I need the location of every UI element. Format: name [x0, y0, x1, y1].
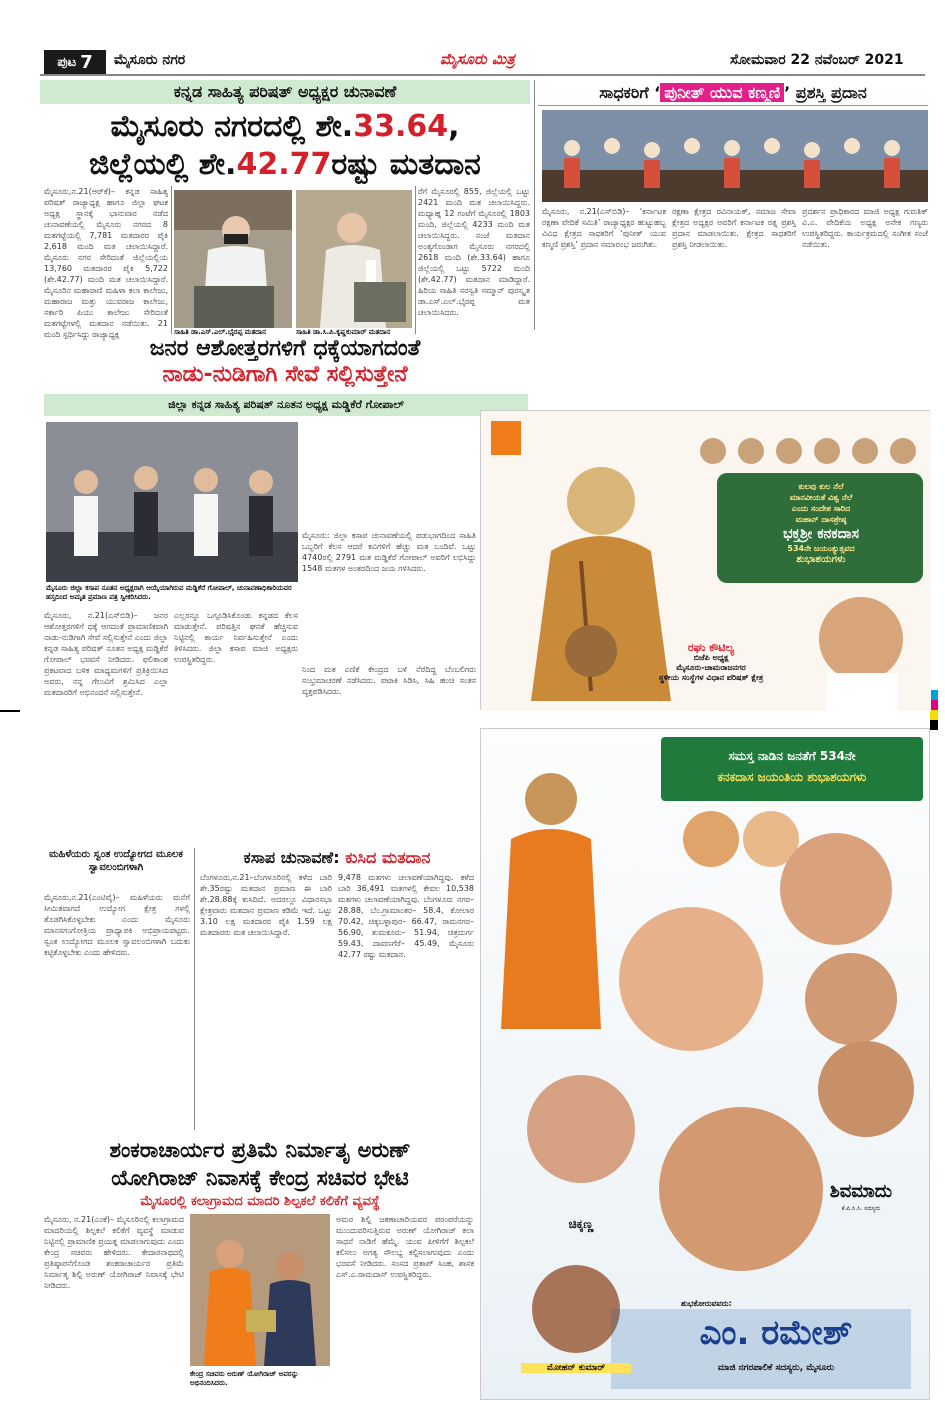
award-ceremony-illustration	[542, 110, 928, 202]
story4-headline-a: ಕಸಾಪ ಚುನಾವಣೆ:	[243, 848, 346, 867]
column-rule	[415, 186, 416, 334]
voter-illustration-right	[296, 190, 412, 328]
paper-name: ಮೈಸೂರು ಮಿತ್ರ	[440, 50, 515, 68]
story1-headline-b: ಜಿಲ್ಲೆಯಲ್ಲಿ ಶೇ.	[89, 147, 237, 182]
story5-photo	[190, 1214, 330, 1366]
story1-kicker: ಕನ್ನಡ ಸಾಹಿತ್ಯ ಪರಿಷತ್ ಅಧ್ಯಕ್ಷರ ಚುನಾವಣೆ	[40, 80, 530, 104]
story4-side-body: ಮೈಸೂರು,ನ.21(ಎಂಟಿವೈ)– ಮಹಿಳೆಯರು ಮನೆಗೆ ಸೀಮಿತವಾಗದೆ ಉದ್ಯೋಗ ಕ್ಷೇತ್ರ ಗಳಲ್ಲಿ ತೊಡಗಿಸಿಕೊಳ್ಳಬೇಕು ಎಂದು ಮೈಸೂರು ಮಾನಸಗಂಗೋತ್ರಿಯ ಪ್ರಾಧ್ಯಾಪಕಿ ಅಭಿಪ್ರಾಯಪಟ್ಟರು. ಸ್ವಂತ ಉದ್ಯೋಗದ ಮೂಲಕ ಸ್ವಾವಲಂಬಿಗಳಾಗಿ ಬದುಕು ಕಟ್ಟಿಕೊಳ್ಳಬೇಕು ಎಂದು ಹೇಳಿದರು.	[44, 893, 190, 957]
story3-headline-a: ಜನರ ಆಶೋತ್ತರಗಳಿಗೆ ಧಕ್ಕೆಯಾಗದಂತೆ	[149, 336, 421, 361]
story3-col2: ಎಲ್ಲರನ್ನೂ ಒಗ್ಗೂಡಿಸಿಕೊಂಡು ಕನ್ನಡದ ಕೆಲಸ ಮಾಡುತ್ತೇನೆ. ಪರಿಷತ್ತಿನ ಘನತೆ ಹೆಚ್ಚಿಸುವ ನಿಟ್ಟಿನಲ್ಲಿ ಕಾರ್ಯ ನಿರ್ವಹಿಸುತ್ತೇನೆ ಎಂದು ತಿಳಿಸಿದರು. ಜಿಲ್ಲಾ ಕಸಾಪ ಮಾಜಿ ಅಧ್ಯಕ್ಷರು ಉಪಸ್ಥಿತರಿದ್ದರು.	[174, 611, 298, 664]
ad1-place: ಮೈಸೂರು-ಚಾಮರಾಜನಗರ	[676, 663, 746, 672]
ad1-name: ರಘು ಕೌಟಿಲ್ಯ	[687, 641, 735, 654]
ad1-title: ಭಕ್ತಶ್ರೀ ಕನಕದಾಸ	[782, 526, 860, 542]
voter-illustration-left	[174, 190, 292, 328]
ad2-name-right: ಶಿವಮಾದು	[829, 1181, 893, 1202]
story1-col1: ಮೈಸೂರು,ನ.21(ಆರ್‌ಕೆ)– ಕನ್ನಡ ಸಾಹಿತ್ಯ ಪರಿಷತ್ ರಾಜ್ಯಾಧ್ಯಕ್ಷ ಹಾಗೂ ಜಿಲ್ಲಾ ಘಟಕ ಅಧ್ಯಕ್ಷ ಸ್ಥಾನಕ್ಕೆ ಭಾನುವಾರ ನಡೆದ ಚುನಾವಣೆಯಲ್ಲಿ ಮೈಸೂರು ನಗರದ 8 ಮತಗಟ್ಟೆಯಲ್ಲಿ 7,781 ಮತದಾರರ ಪೈಕಿ 2,618 ಮಂದಿ ಮತ ಚಲಾಯಿಸಿದ್ದಾರೆ. ಮೈಸೂರು ನಗರ ಸೇರಿದಂತೆ ಜಿಲ್ಲೆಯಲ್ಲಿಯ 13,760 ಮತದಾರರ ಪೈಕಿ 5,722 (ಶೇ.42.77) ಮಂದಿ ಮತ ಚಲಾಯಿಸಿದ್ದಾರೆ. ಮೈಸೂರಿನ ಮಹಾರಾಣಿ ಮಹಿಳಾ ಕಲಾ ಕಾಲೇಜು, ಮಹಾರಾಜ ಮತ್ತು ಯುವರಾಜ ಕಾಲೇಜು, ಸರ್ಕಾರಿ ಪಿಯು ಕಾಲೇಜು ಸೇರಿದಂತೆ ಮತಗಟ್ಟೆಗಳಲ್ಲಿ ಮತದಾನ ನಡೆಯಿತು. 21 ಮಂದಿ ಸ್ಪರ್ಧಿಸಿದ್ದು ರಾಜ್ಯಾಧ್ಯಕ್ಷ	[44, 187, 168, 339]
ad2-name-left: ಚಿಕ್ಕಣ್ಣ	[568, 1217, 594, 1231]
story2-headline-a: ಸಾಧಕರಿಗೆ ‘	[599, 83, 661, 102]
story1-col4: ರೆಗೆ ಮೈಸೂರಲ್ಲಿ 855, ಜಿಲ್ಲೆಯಲ್ಲಿ ಒಟ್ಟು 2421 ಮಂದಿ ಮತ ಚಲಾಯಿಸಿದ್ದರು. ಮಧ್ಯಾಹ್ನ 12 ಗಂಟೆಗೆ ಮೈಸೂರಲ್ಲಿ 1803 ಮಂದಿ, ಜಿಲ್ಲೆಯಲ್ಲಿ 4233 ಮಂದಿ ಮತ ಚಲಾಯಿಸಿದ್ದರು. ಸಂಜೆ ಮತದಾನ ಅಂತ್ಯಗೊಂಡಾಗ ಮೈಸೂರು ನಗರದಲ್ಲಿ 2618 ಮಂದಿ (ಶೇ.33.64) ಹಾಗೂ ಜಿಲ್ಲೆಯಲ್ಲಿ ಒಟ್ಟು 5722 ಮಂದಿ (ಶೇ.42.77) ಮತದಾನ ಮಾಡಿದ್ದಾರೆ. ಹಿರಿಯ ಸಾಹಿತಿ ಸರಸ್ವತಿ ಸಮ್ಮಾನ್ ಪುರಸ್ಕೃತ ಡಾ.ಎಸ್.ಎಲ್.ಭೈರಪ್ಪ ಮತ ಚಲಾಯಿಸಿದರು.	[418, 187, 530, 317]
story1-headline	[40, 108, 530, 184]
story3-kicker: ಜಿಲ್ಲಾ ಕನ್ನಡ ಸಾಹಿತ್ಯ ಪರಿಷತ್ ನೂತನ ಅಧ್ಯಕ್ಷ ಮಡ್ಡಿಕೆರೆ ಗೋಪಾಲ್	[44, 394, 528, 416]
ad1-subtitle: 534ನೇ ಜಯಂತ್ಯುತ್ಸವದ	[787, 544, 855, 553]
kanakadasa-ad-top	[480, 410, 930, 710]
ad1-signature	[601, 643, 821, 683]
story2-col2: ರಕ್ಷಣಾ ಕ್ಷೇತ್ರದ ರವಿನಾಯಕ್, ಸಮಾಜ ಸೇವಾ ಕ್ಷೇತ್ರದ ಅಧ್ಯಕ್ಷರ ಅವರಿಗೆ ಕರ್ನಾಟಕ ರತ್ನ ಪ್ರಶಸ್ತಿ ಪ್ರದಾನ ಮಾಡಲಾಯಿತು. ಕ್ಷೇತ್ರದ ಸಾಧಕರಿಗೆ ಪ್ರಶಸ್ತಿ ನೀಡಲಾಯಿತು.	[672, 207, 796, 249]
ad2-name-right-sub: ಕೆ.ಪಿ.ಸಿ.ಸಿ. ಸದಸ್ಯರು	[841, 1205, 881, 1212]
story2-col1: ಮೈಸೂರು, ನ.21(ಎಸ್‌ಬಿಡಿ)– ‘ಕರ್ನಾಟಕ ರಕ್ಷಣಾ ವೇದಿಕೆ ಸಮಿತಿ’ ರಾಜ್ಯಾಧ್ಯಕ್ಷರ ಹುಟ್ಟುಹಬ್ಬ ವಿವಿಧ ಕ್ಷೇತ್ರದ ಸಾಧಕರಿಗೆ ‘ಪುನೀತ್ ಯುವ ಕಣ್ಮಣಿ ಪ್ರಶಸ್ತಿ’ ಪ್ರದಾನ ಸಮಾರಂಭ ಜರುಗಿತು.	[542, 207, 666, 249]
story3-col1: ಮೈಸೂರು, ನ.21(ಎಸ್‌ಬಿಡಿ)– ಜನರ ಆಶೋತ್ತರಗಳಿಗೆ ಧಕ್ಕೆ ಆಗದಂತೆ ಪ್ರಾಮಾಣಿಕವಾಗಿ ನಾಡು-ನುಡಿಗಾಗಿ ಸೇವೆ ಸಲ್ಲಿಸುತ್ತೇನೆ ಎಂದು ಜಿಲ್ಲಾ ಕನ್ನಡ ಸಾಹಿತ್ಯ ಪರಿಷತ್ ನೂತನ ಅಧ್ಯಕ್ಷ ಮಡ್ಡಿಕೆರೆ ಗೋಪಾಲ್ ಭರವಸೆ ನೀಡಿದರು. ಫಲಿತಾಂಶ ಪ್ರಕಟವಾದ ಬಳಿಕ ಮಾಧ್ಯಮಗಳಿಗೆ ಪ್ರತಿಕ್ರಿಯಿಸಿದ ಅವರು, ನನ್ನ ಗೆಲುವಿಗೆ ಶ್ರಮಿಸಿದ ಎಲ್ಲಾ ಮತದಾರರಿಗೆ ಅಭಿನಂದನೆ ಸಲ್ಲಿಸುತ್ತೇನೆ.	[44, 611, 168, 697]
story5-col1: ಮೈಸೂರು, ನ.21(ಎಂಕೆ)– ಮೈಸೂರಿನಲ್ಲಿ ಕಲಾಗ್ರಾಮದ ಮಾದರಿಯಲ್ಲಿ ಶಿಲ್ಪಕಲೆ ಕಲಿಕೆಗೆ ವ್ಯವಸ್ಥೆ ಮಾಡುವ ನಿಟ್ಟಿನಲ್ಲಿ ಪ್ರಾಮಾಣಿಕ ಪ್ರಯತ್ನ ಮಾಡಲಾಗುವುದು ಎಂದು ಕೇಂದ್ರ ಸಚಿವರು ಹೇಳಿದರು. ಕೇದಾರನಾಥದಲ್ಲಿ ಪ್ರತಿಷ್ಠಾಪನೆಗೊಂಡ ಶಂಕರಾಚಾರ್ಯರ ಪ್ರತಿಮೆ ನಿರ್ಮಾತೃ ಶಿಲ್ಪಿ ಅರುಣ್ ಯೋಗಿರಾಜ್ ನಿವಾಸಕ್ಕೆ ಭೇಟಿ ನೀಡಿದರು.	[44, 1215, 184, 1290]
minister-visit-illustration	[190, 1214, 330, 1366]
ad2-banner-a: ಸಮಸ್ತ ನಾಡಿನ ಜನತೆಗೆ 534ನೇ	[728, 749, 856, 763]
ad2-from-label: ಶುಭಕೋರುವವರು:	[681, 1299, 732, 1308]
story4-headline-b: ಕುಸಿದ ಮತದಾನ	[345, 848, 431, 867]
story2-headline-b: ’ ಪ್ರಶಸ್ತಿ ಪ್ರದಾನ	[784, 83, 867, 102]
ad2-banner-b: ಕನಕದಾಸ ಜಯಂತಿಯ ಶುಭಾಶಯಗಳು	[717, 770, 867, 784]
story1-caption-left: ಸಾಹಿತಿ ಡಾ.ಎಸ್.ಎಲ್.ಭೈರಪ್ಪ ಮತದಾನ	[174, 328, 267, 336]
story5-caption: ಕೇಂದ್ರ ಸಚಿವರು ಅರುಣ್ ಯೋಗಿರಾಜ್ ಅವರನ್ನು ಅಭಿನಂದಿಸಿದರು.	[190, 1370, 299, 1387]
story3-headline-b: ನಾಡು-ನುಡಿಗಾಗಿ ಸೇವೆ ಸಲ್ಲಿಸುತ್ತೇನೆ	[162, 362, 408, 387]
column-rule	[534, 80, 535, 330]
ad1-constituency: ಸ್ಥಳೀಯ ಸಂಸ್ಥೆಗಳ ವಿಧಾನ ಪರಿಷತ್ ಕ್ಷೇತ್ರ	[658, 673, 764, 682]
story3-col3: ಮೈಸೂರು: ಜಿಲ್ಲಾ ಕಸಾಪ ಚುನಾವಣೆಯಲ್ಲಿ ಪಡುಭಾಗದಿಂದ ಸಾಹಿತಿ ಒಬ್ಬರಿಗೆ ಕೆಲಸ ಆದರೆ ಕವಿಗಳಿಗೆ ಹೆಚ್ಚು ಮತ ಬಂದಿವೆ. ಒಟ್ಟು 4740ರಲ್ಲಿ 2791 ಮತ ಮಡ್ಡಿಕೆರೆ ಗೋಪಾಲ್ ಅವರಿಗೆ ಲಭಿಸಿದ್ದು 1548 ಮತಗಳ ಅಂತರದಿಂದ ಜಯ ಗಳಿಸಿದರು.	[302, 531, 476, 573]
ad1-greeting-c: ಎಂದು ಸಂದೇಶ ಸಾರಿದ	[791, 504, 851, 513]
dateline: ಸೋಮವಾರ 22 ನವೆಂಬರ್ 2021	[730, 52, 904, 68]
section-title: ಮೈಸೂರು ನಗರ	[114, 52, 186, 68]
column-rule	[171, 186, 172, 334]
story4-col2: 9,478 ಮತಗಳು ಚಲಾವಣೆಯಾಗಿದ್ದವು. ಕಳೆದ ಬಾರಿ 36,491 ಮತಗಳಲ್ಲಿ ಕೇವಲ 10,538 ಮತಗಳು ಚಲಾವಣೆಯಾಗಿದ್ದವು. ಬೆಂಗಳೂರು ನಗರ– 28.88, ಬೆಂ.ಗ್ರಾಮಾಂತರ– 58.4, ಕೋಲಾರ 70.42, ಚಿಕ್ಕಬಳ್ಳಾಪುರ– 66.47, ರಾಮನಗರ– 56.90, ತುಮಕೂರು– 51.94, ಚಿತ್ರದುರ್ಗ 59.43, ದಾವಣಗೆರೆ– 45.49, ಮೈಸೂರು 42.77 ರಷ್ಟು ಮತದಾನ.	[338, 873, 474, 959]
page-number-box	[44, 50, 106, 74]
story5-headline-a: ಶಂಕರಾಚಾರ್ಯರ ಪ್ರತಿಮೆ ನಿರ್ಮಾತೃ ಅರುಣ್	[109, 1138, 411, 1162]
story5-headline	[40, 1136, 480, 1192]
story1-photo-left	[174, 190, 292, 328]
ad1-greeting-a: ಕುಲವು ಕುಲ ನೆಲೆ	[798, 482, 844, 491]
registration-mark-cyan	[930, 690, 938, 700]
story3-col4: ನಿಂದ ಮತ ಎಣಿಕೆ ಕೇಂದ್ರದ ಬಳಿ ನೆರೆದಿದ್ದ ಬೆಂಬಲಿಗರು ಸಂಭ್ರಮಾಚರಣೆ ನಡೆಸಿದರು. ಪಟಾಕಿ ಸಿಡಿಸಿ, ಸಿಹಿ ಹಂಚಿ ಸಂತಸ ವ್ಯಕ್ತಪಡಿಸಿದರು.	[302, 665, 476, 696]
story5-headline-b: ಯೋಗಿರಾಜ್ ನಿವಾಸಕ್ಕೆ ಕೇಂದ್ರ ಸಚಿವರ ಭೇಟಿ	[111, 1166, 409, 1190]
story3-photo	[46, 422, 298, 582]
page-number: 7	[80, 51, 93, 73]
ad1-greeting-d: ಮಹಾನ್ ದಾಸಶ್ರೇಷ್ಠ	[795, 515, 847, 524]
story4-headline	[200, 848, 474, 868]
story2-headline	[538, 80, 928, 106]
registration-mark-yellow	[930, 710, 938, 720]
story1-headline-a-end: ,	[448, 109, 460, 144]
story1-headline-b-num: 42.77	[236, 147, 332, 182]
ad1-wishes: ಶುಭಾಶಯಗಳು	[796, 554, 846, 565]
registration-mark-magenta	[930, 700, 938, 710]
story3-caption: ಮೈಸೂರು ಜಿಲ್ಲಾ ಕಸಾಪ ನೂತನ ಅಧ್ಯಕ್ಷರಾಗಿ ಆಯ್ಕೆಯಾಗಿರುವ ಮಡ್ಡಿಕೆರೆ ಗೋಪಾಲ್, ಚುನಾವಣಾಧಿಕಾರಿಯವರ ಹಸ್ತದಿಂದ ಅಮೃತ ಪ್ರಮಾಣ ಪತ್ರ ಸ್ವೀಕರಿಸಿದರು.	[46, 584, 292, 601]
story5-col2: ಅಮರ ಶಿಲ್ಪಿ ಜಕಣಾಚಾರಿಯವರ ಪರಂಪರೆಯನ್ನು ಮುಂದುವರಿಸುತ್ತಿರುವ ಅರುಣ್ ಯೋಗಿರಾಜ್ ಕಲಾ ಸಾಧನೆ ನಾಡಿಗೆ ಹೆಮ್ಮೆ. ಯುವ ಪೀಳಿಗೆಗೆ ಶಿಲ್ಪಕಲೆ ಕಲಿಸಲು ಅಗತ್ಯ ಸೌಲಭ್ಯ ಕಲ್ಪಿಸಲಾಗುವುದು ಎಂದು ಭರವಸೆ ನೀಡಿದರು. ಸಂಸದ ಪ್ರತಾಪ್ ಸಿಂಹ, ಶಾಸಕ ಎಸ್.ಎ.ರಾಮದಾಸ್ ಉಪಸ್ಥಿತರಿದ್ದರು.	[336, 1215, 474, 1279]
story2-group-photo	[542, 110, 928, 202]
story2-headline-highlight: ಪುನೀತ್ ಯುವ ಕಣ್ಮಣಿ	[660, 83, 784, 102]
ad1-greeting-b: ಮಾನವೀಯತೆ ವಿಶ್ವ ನೆಲೆ	[789, 493, 853, 502]
story1-photo-right	[296, 190, 412, 328]
story2-col3: ಪ್ರದರ್ಶನ ಪ್ರಾಧಿಕಾರದ ಮಾಜಿ ಅಧ್ಯಕ್ಷ ಗುರುಶಿಕ್ ವಿ.ಎ. ವೇದಿಕೆಯ ಅಧ್ಯಕ್ಷ ಅನೇಕ ಗಣ್ಯರು ಉಪಸ್ಥಿತರಿದ್ದರು. ಕಾರ್ಯಕ್ರಮದಲ್ಲಿ ಸಂಗೀತ ಸಂಜೆ ನಡೆಯಿತು.	[802, 207, 928, 249]
story5-kicker: ಮೈಸೂರಲ್ಲಿ ಕಲಾಗ್ರಾಮದ ಮಾದರಿ ಶಿಲ್ಪಕಲೆ ಕಲಿಕೆಗೆ ವ್ಯವಸ್ಥೆ	[140, 1194, 380, 1209]
story1-headline-a: ಮೈಸೂರು ನಗರದಲ್ಲಿ ಶೇ.	[110, 109, 354, 144]
fold-marker	[0, 710, 20, 712]
ad2-main-name: ಎಂ. ರಮೇಶ್	[699, 1313, 853, 1353]
story1-caption-right: ಸಾಹಿತಿ ಡಾ.ಸಿ.ಪಿ.ಕೃಷ್ಣಕುಮಾರ್ ಮತದಾನ	[296, 328, 391, 336]
page-label: ಪುಟ	[57, 54, 77, 70]
kanakadasa-ad-bottom	[480, 728, 930, 1400]
ad1-greeting	[721, 481, 921, 565]
ad2-main-role: ಮಾಜಿ ನಗರಪಾಲಿಕೆ ಸದಸ್ಯರು, ಮೈಸೂರು	[717, 1363, 835, 1373]
ad2-name-bottom: ಮೋಹನ್ ಕುಮಾರ್	[521, 1363, 631, 1373]
registration-mark-black	[930, 720, 938, 730]
felicitation-illustration	[46, 422, 298, 582]
story4-side-headline: ಮಹಿಳೆಯರು ಸ್ವಂತ ಉದ್ಯೋಗದ ಮೂಲಕ ಸ್ವಾವಲಂಬಿಗಳಾಗಿ	[49, 849, 183, 873]
story4-col1: ಬೆಂಗಳೂರು,ನ.21–ಬೆಂಗಳೂರಿನಲ್ಲಿ ಕಳೆದ ಬಾರಿ ಶೇ.35ರಷ್ಟು ಮತದಾನ ಪ್ರಮಾಣ ಈ ಬಾರಿ ಶೇ.28.88ಕ್ಕೆ ಕುಸಿದಿದೆ. ಅದರಲ್ಲೂ ವಿಧಾನಸಭಾ ಕ್ಷೇತ್ರವಾರು ಮತದಾನ ಪ್ರಮಾಣ ಕಡಿಮೆ ಇದೆ. ಒಟ್ಟು 3.10 ಲಕ್ಷ ಮತದಾರರ ಪೈಕಿ 1.59 ಲಕ್ಷ ಮತದಾರರು ಮತ ಚಲಾಯಿಸಿದ್ದಾರೆ.	[200, 873, 332, 937]
ad1-role: ಬಿಜೆಪಿ ಅಧ್ಯಕ್ಷ	[693, 653, 729, 662]
column-rule	[194, 848, 195, 1130]
story1-headline-a-num: 33.64	[353, 109, 449, 144]
story1-headline-b-end: ರಷ್ಟು ಮತದಾನ	[331, 147, 481, 182]
